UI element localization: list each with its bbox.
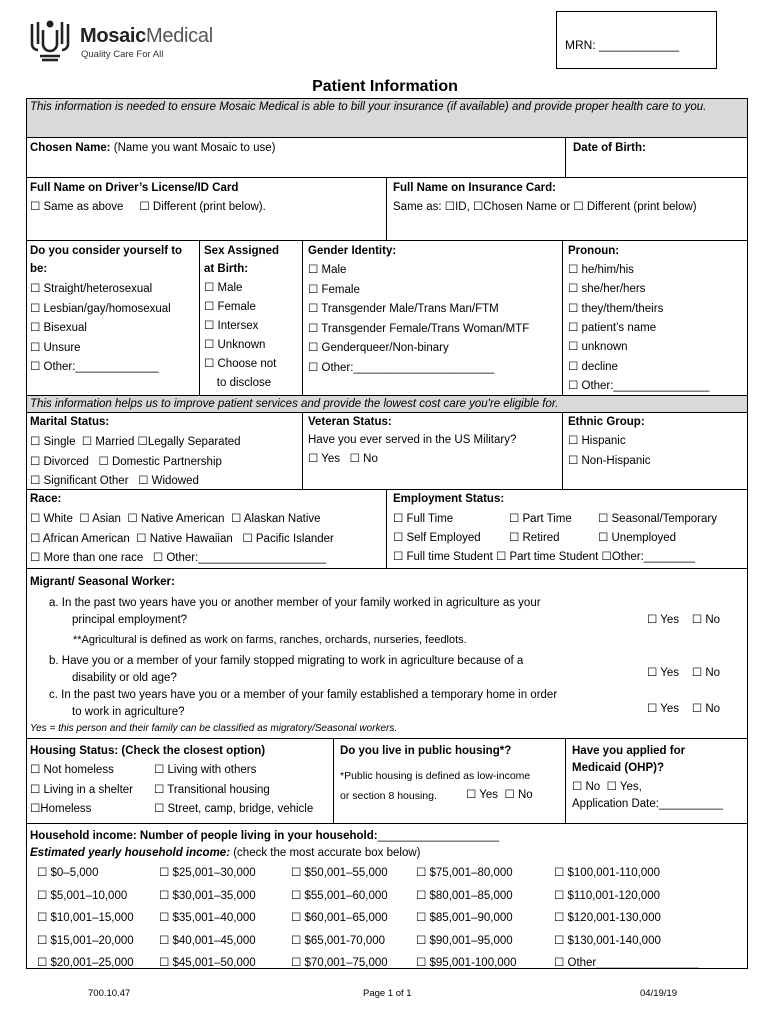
marital-option[interactable]: ☐ Divorced ☐ Domestic Partnership (30, 455, 222, 468)
income-option[interactable]: ☐ $40,001–45,000 (159, 934, 256, 947)
employment-full-time[interactable]: ☐ Full Time (393, 513, 454, 525)
veteran-cell (302, 413, 517, 489)
gender-option[interactable]: ☐ Other:______________________ (308, 361, 495, 374)
veteran-question: Have you ever served in the US Military? (308, 434, 517, 446)
migrant-qc-1: c. In the past two years have you or a member of your family established a temporary home in order (49, 689, 558, 701)
marital-label: Marital Status: (30, 416, 110, 428)
sex-option[interactable]: ☐ Male (204, 282, 243, 294)
brand-tagline: Quality Care For All (81, 49, 164, 60)
estimated-hint: (check the most accurate box below) (230, 847, 421, 859)
income-option[interactable]: ☐ $50,001–55,000 (291, 867, 388, 879)
medicaid-cell (565, 739, 723, 823)
sex-option[interactable]: ☐ Female (204, 301, 256, 313)
housing-option[interactable]: ☐ Living in a shelter (30, 783, 134, 796)
income-option[interactable]: ☐ $10,001–15,000 (37, 912, 134, 924)
insurance-cell (386, 178, 697, 240)
brand-name: MosaicMedical (80, 25, 213, 47)
ethnic-label: Ethnic Group: (568, 416, 645, 428)
employment-seasonal[interactable]: ☐ Seasonal/Temporary (598, 513, 717, 525)
household-label: Household income: Number of people living in your household: (30, 830, 378, 842)
orientation-option[interactable]: ☐ Straight/heterosexual (30, 283, 153, 295)
income-option[interactable]: ☐ $5,001–10,000 (37, 889, 128, 902)
employment-unemployed[interactable]: ☐ Unemployed (598, 532, 677, 544)
orientation-option[interactable]: ☐ Unsure (30, 341, 81, 354)
income-option[interactable]: ☐ $120,001-130,000 (554, 912, 661, 924)
form-number: 700.10.47 (88, 988, 131, 999)
gender-option[interactable]: ☐ Transgender Female/Trans Woman/MTF (308, 322, 530, 335)
pronoun-option[interactable]: ☐ they/them/theirs (568, 302, 664, 315)
medicaid-date[interactable]: Application Date:__________ (572, 798, 723, 810)
income-section (26, 823, 748, 969)
sex-option[interactable]: ☐ Intersex (204, 320, 259, 332)
sex-option[interactable]: ☐ Choose not (204, 358, 277, 370)
migrant-qa-note: **Agricultural is defined as work on farms, ranches, orchards, nurseries, feedlots. (73, 634, 467, 646)
identity-section (26, 240, 748, 396)
migrant-qa-1: a. In the past two years have you or another member of your family worked in agriculture as your (49, 597, 541, 609)
race-option[interactable]: ☐ More than one race ☐ Other:____________________ (30, 552, 327, 564)
pronoun-label: Pronoun: (568, 245, 620, 257)
housing-option[interactable]: ☐ Not homeless (30, 764, 114, 776)
income-option[interactable]: ☐ $85,001–90,000 (416, 912, 513, 924)
migrant-qb-1: b. Have you or a member of your family stopped migrating to work in agriculture because of a (49, 655, 524, 667)
income-option[interactable]: ☐ $75,001–80,000 (416, 867, 513, 879)
chosen-name-field[interactable]: Chosen Name: (Name you want Mosaic to use) (30, 142, 276, 154)
pronoun-option[interactable]: ☐ she/her/hers (568, 283, 646, 296)
gender-cell (302, 241, 530, 395)
services-bar: This information helps us to improve patient services and provide the lowest cost care you're eligible for. (26, 395, 748, 413)
estimated-label: Estimated yearly household income: (30, 847, 231, 859)
veteran-label: Veteran Status: (308, 416, 392, 428)
income-option[interactable]: ☐ $95,001-100,000 (416, 957, 517, 969)
pronoun-option[interactable]: ☐ Other:_______________ (568, 379, 710, 392)
gender-option[interactable]: ☐ Genderqueer/Non-binary (308, 342, 449, 354)
race-option[interactable]: ☐ White ☐ Asian ☐ Native American ☐ Alaskan Native (30, 513, 321, 525)
income-option[interactable]: ☐ $30,001–35,000 (159, 889, 256, 902)
orientation-option[interactable]: ☐ Other:_____________ (30, 361, 159, 373)
ethnic-non-hispanic[interactable]: ☐ Non-Hispanic (568, 455, 651, 467)
public-housing-note-1: *Public housing is defined as low-income (340, 770, 531, 782)
insurance-label: Full Name on Insurance Card: (393, 182, 556, 194)
income-option[interactable]: ☐ $55,001–60,000 (291, 889, 388, 902)
pronoun-option[interactable]: ☐ patient’s name (568, 321, 657, 334)
housing-section (26, 738, 748, 824)
public-housing-options[interactable]: ☐ Yes ☐ No (466, 789, 533, 801)
migrant-label: Migrant/ Seasonal Worker: (30, 576, 175, 588)
income-option[interactable]: ☐ $90,001–95,000 (416, 934, 513, 947)
dob-cell[interactable] (565, 138, 646, 177)
household-blank[interactable]: ___________________ (377, 830, 500, 842)
migrant-qa-yes-no[interactable]: ☐ Yes ☐ No (647, 614, 721, 626)
employment-retired[interactable]: ☐ Retired (509, 532, 560, 544)
migrant-qc-2: to work in agriculture? (72, 706, 185, 718)
housing-option[interactable]: ☐ Street, camp, bridge, vehicle (154, 803, 314, 815)
medicaid-label-1: Have you applied for (572, 745, 686, 757)
sex-option[interactable]: ☐ Unknown (204, 339, 266, 351)
employment-label: Employment Status: (393, 493, 505, 505)
intro-bar: This information is needed to ensure Mosaic Medical is able to bill your insurance (if available) and provide proper health care to you. (26, 98, 748, 138)
income-option[interactable]: ☐ $80,001–85,000 (416, 889, 513, 902)
gender-option[interactable]: ☐ Transgender Male/Trans Man/FTM (308, 303, 499, 315)
migrant-qb-2: disability or old age? (72, 672, 177, 684)
migrant-section (26, 568, 748, 739)
status-section (26, 412, 748, 490)
marital-option[interactable]: ☐ Significant Other ☐ Widowed (30, 475, 199, 487)
orientation-label-2: be: (30, 263, 48, 275)
logo (28, 18, 238, 62)
form-date: 04/19/19 (640, 988, 677, 999)
insurance-options[interactable]: Same as: ☐ID, ☐Chosen Name or ☐ Different (print below) (393, 201, 697, 213)
full-name-section (26, 177, 748, 241)
employment-student[interactable]: ☐ Full time Student ☐ Part time Student ☐Other:________ (393, 551, 695, 563)
income-option[interactable]: ☐ $45,001–50,000 (159, 957, 256, 969)
license-label: Full Name on Driver’s License/ID Card (30, 182, 239, 194)
mrn-label: MRN: ____________ (565, 38, 680, 52)
public-housing-note-2: or section 8 housing. (340, 790, 437, 802)
income-option[interactable]: ☐ $100,001-110,000 (554, 867, 661, 879)
medicaid-options[interactable]: ☐ No ☐ Yes, (572, 781, 642, 793)
veteran-options[interactable]: ☐ Yes ☐ No (308, 453, 378, 465)
income-option[interactable]: ☐ $0–5,000 (37, 867, 99, 879)
housing-option[interactable]: ☐ Living with others (154, 764, 257, 776)
mrn-box[interactable] (556, 11, 717, 69)
migrant-footnote: Yes = this person and their family can be classified as migratory/Seasonal workers. (30, 723, 398, 734)
housing-label: Housing Status: (Check the closest option) (30, 745, 266, 757)
medicaid-label-2: Medicaid (OHP)? (572, 762, 665, 774)
pronoun-option[interactable]: ☐ unknown (568, 341, 628, 354)
income-option[interactable]: ☐ $15,001–20,000 (37, 934, 134, 947)
page-number: Page 1 of 1 (363, 988, 412, 999)
page-title: Patient Information (312, 78, 458, 95)
sex-cell (199, 241, 279, 395)
migrant-qa-2: principal employment? (72, 614, 188, 626)
housing-option[interactable]: ☐Homeless (30, 803, 92, 815)
orientation-option[interactable]: ☐ Bisexual (30, 322, 87, 334)
pronoun-option[interactable]: ☐ he/him/his (568, 264, 634, 276)
migrant-qc-yes-no[interactable]: ☐ Yes ☐ No (647, 703, 721, 715)
sex-label-2: at Birth: (204, 263, 249, 275)
gender-option[interactable]: ☐ Male (308, 264, 347, 276)
dob-label: Date of Birth: (573, 142, 646, 154)
sex-option[interactable]: to disclose (204, 377, 272, 389)
gender-option[interactable]: ☐ Female (308, 283, 360, 296)
employment-cell (386, 490, 717, 568)
income-option[interactable]: ☐ $130,001-140,000 (554, 934, 661, 947)
race-employment-section (26, 489, 748, 569)
pronoun-option[interactable]: ☐ decline (568, 360, 618, 373)
ethnic-hispanic[interactable]: ☐ Hispanic (568, 435, 626, 447)
orientation-label-1: Do you consider yourself to (30, 245, 183, 257)
ethnic-cell (562, 413, 651, 489)
chosen-name-section[interactable] (26, 137, 748, 178)
mosaic-logo-icon (28, 18, 72, 62)
income-option[interactable]: ☐ $20,001–25,000 (37, 957, 134, 969)
income-option[interactable]: ☐ $65,001-70,000 (291, 934, 386, 947)
race-option[interactable]: ☐ African American ☐ Native Hawaiian ☐ Pacific Islander (30, 532, 334, 545)
income-option[interactable]: ☐ $35,001–40,000 (159, 912, 256, 924)
migrant-qb-yes-no[interactable]: ☐ Yes ☐ No (647, 667, 721, 679)
race-label: Race: (30, 493, 62, 505)
housing-option[interactable]: ☐ Transitional housing (154, 783, 270, 796)
gender-label: Gender Identity: (308, 245, 397, 257)
public-housing-label: Do you live in public housing*? (340, 745, 512, 757)
income-option[interactable]: ☐ Other________________ (554, 957, 699, 969)
public-housing-cell (333, 739, 533, 823)
income-option[interactable]: ☐ $60,001–65,000 (291, 912, 388, 924)
income-option[interactable]: ☐ $25,001–30,000 (159, 867, 256, 879)
income-option[interactable]: ☐ $70,001–75,000 (291, 957, 388, 969)
sex-label-1: Sex Assigned (204, 245, 279, 257)
employment-self[interactable]: ☐ Self Employed (393, 532, 481, 544)
license-options[interactable]: ☐ Same as above ☐ Different (print below). (30, 201, 266, 213)
orientation-option[interactable]: ☐ Lesbian/gay/homosexual (30, 302, 171, 315)
marital-option[interactable]: ☐ Single ☐ Married ☐Legally Separated (30, 436, 241, 448)
income-option[interactable]: ☐ $110,001-120,000 (554, 889, 661, 902)
pronoun-cell (562, 241, 710, 395)
employment-part-time[interactable]: ☐ Part Time (509, 513, 572, 525)
